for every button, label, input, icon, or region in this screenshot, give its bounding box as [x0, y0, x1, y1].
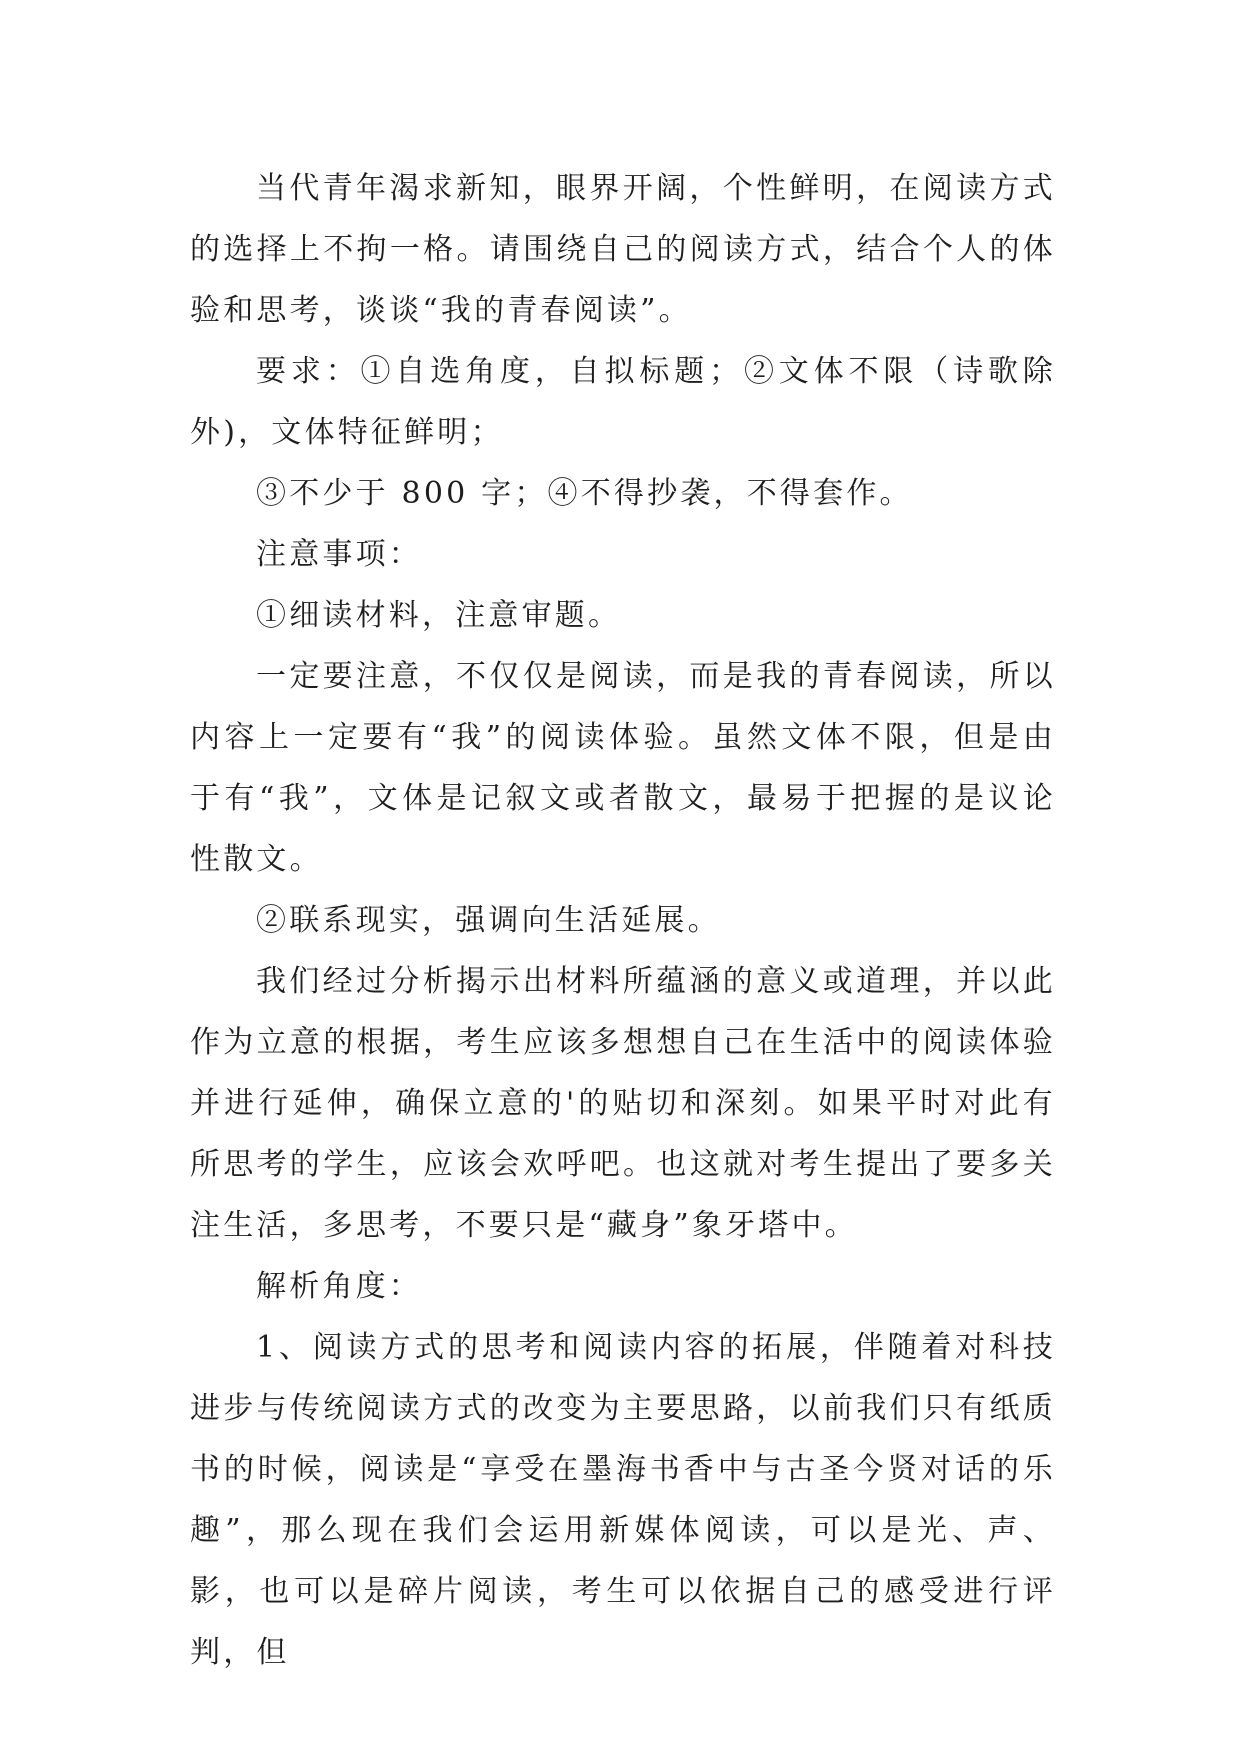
paragraph-note-1-detail: 一定要注意，不仅仅是阅读，而是我的青春阅读，所以内容上一定要有“我”的阅读体验。虽然文体不限，但是由于有“我”，文体是记叙文或者散文，最易于把握的是议论性散文。 — [190, 659, 1056, 877]
paragraph-note-2-detail: 我们经过分析揭示出材料所蕴涵的意义或道理，并以此作为立意的根据，考生应该多想想自己在生活中的阅读体验并进行延伸，确保立意的'的贴切和深刻。如果平时对此有所思考的学生，应该会欢呼吧。也这就对考生提出了要多关注生活，多思考，不要只是“藏身”象牙塔中。 — [190, 964, 1056, 1243]
paragraph-prompt: 当代青年渴求新知，眼界开阔，个性鲜明，在阅读方式的选择上不拘一格。请围绕自己的阅读方式，结合个人的体验和思考，谈谈“我的青春阅读”。 — [190, 171, 1056, 328]
paragraph-analysis-heading: 解析角度： — [256, 1269, 422, 1304]
document-body — [190, 158, 1056, 1683]
paragraph-analysis-1: 1、阅读方式的思考和阅读内容的拓展，伴随着对科技进步与传统阅读方式的改变为主要思路，以前我们只有纸质书的时候，阅读是“享受在墨海书香中与古圣今贤对话的乐趣”，那么现在我们会运用新媒体阅读，可以是光、声、影，也可以是碎片阅读，考生可以依据自己的感受进行评判，但 — [190, 1330, 1056, 1670]
paragraph-notes-heading: 注意事项： — [256, 537, 422, 572]
paragraph-requirements: 要求：①自选角度，自拟标题；②文体不限（诗歌除外)，文体特征鲜明； — [190, 354, 1056, 450]
paragraph-requirements-cont: ③不少于 800 字；④不得抄袭，不得套作。 — [256, 476, 913, 511]
paragraph-note-1: ①细读材料，注意审题。 — [256, 598, 622, 633]
paragraph-note-2: ②联系现实，强调向生活延展。 — [256, 903, 721, 938]
